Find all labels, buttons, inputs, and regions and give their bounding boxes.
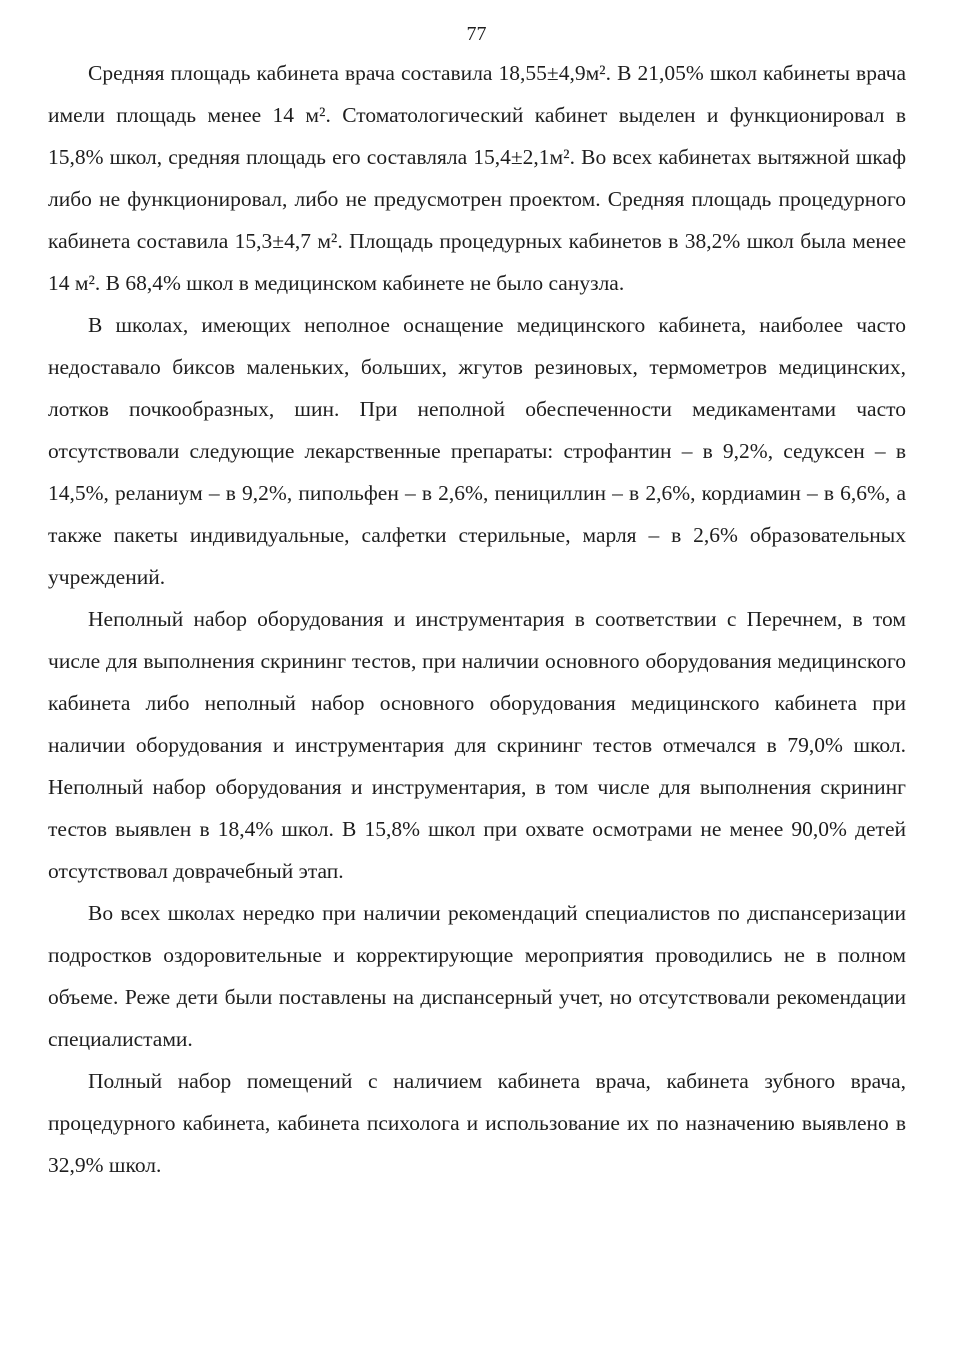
paragraph-full-premises: Полный набор помещений с наличием кабинета врача, кабинета зубного врача, процедурного кабинета, кабинета психолога и использование их по назначению выявлено в 32,9% школ. [48,1069,906,1177]
paragraph-equipment-shortage: В школах, имеющих неполное оснащение медицинского кабинета, наиболее часто недоставало биксов маленьких, больших, жгутов резиновых, термометров медицинских, лотков почкообразных, шин. При неполной обеспеченности медикаментами часто отсутствовали следующие лекарственные препараты: строфантин – в 9,2%, седуксен – в 14,5%, реланиум – в 9,2%, пипольфен – в 2,6%, пенициллин – в 2,6%, кордиамин – в 6,6%, а также пакеты индивидуальные, салфетки стерильные, марля – в 2,6% образовательных учреждений. [48,313,906,589]
paragraph-screening-equipment: Неполный набор оборудования и инструментария в соответствии с Перечнем, в том числе для выполнения скрининг тестов, при наличии основного оборудования медицинского кабинета либо неполный набор основного оборудования медицинского кабинета при наличии оборудования и инструментария для скрининг тестов отмечался в 79,0% школ. Неполный набор оборудования и инструментария, в том числе для выполнения скрининг тестов выявлен в 18,4% школ. В 15,8% школ при охвате осмотрами не менее 90,0% детей отсутствовал доврачебный этап. [48,607,906,883]
page-body [48,52,906,1186]
paragraph-office-areas: Средняя площадь кабинета врача составила 18,55±4,9м². В 21,05% школ кабинеты врача имели площадь менее 14 м². Стоматологический кабинет выделен и функционировал в 15,8% школ, средняя площадь его составляла 15,4±2,1м². Во всех кабинетах вытяжной шкаф либо не функционировал, либо не предусмотрен проектом. Средняя площадь процедурного кабинета составила 15,3±4,7 м². Площадь процедурных кабинетов в 38,2% школ была менее 14 м². В 68,4% школ в медицинском кабинете не было санузла. [48,61,906,295]
page-number: 77 [466,23,487,45]
paragraph-dispensary-measures: Во всех школах нередко при наличии рекомендаций специалистов по диспансеризации подростков оздоровительные и корректирующие мероприятия проводились не в полном объеме. Реже дети были поставлены на диспансерный учет, но отсутствовали рекомендации специалистами. [48,901,906,1051]
